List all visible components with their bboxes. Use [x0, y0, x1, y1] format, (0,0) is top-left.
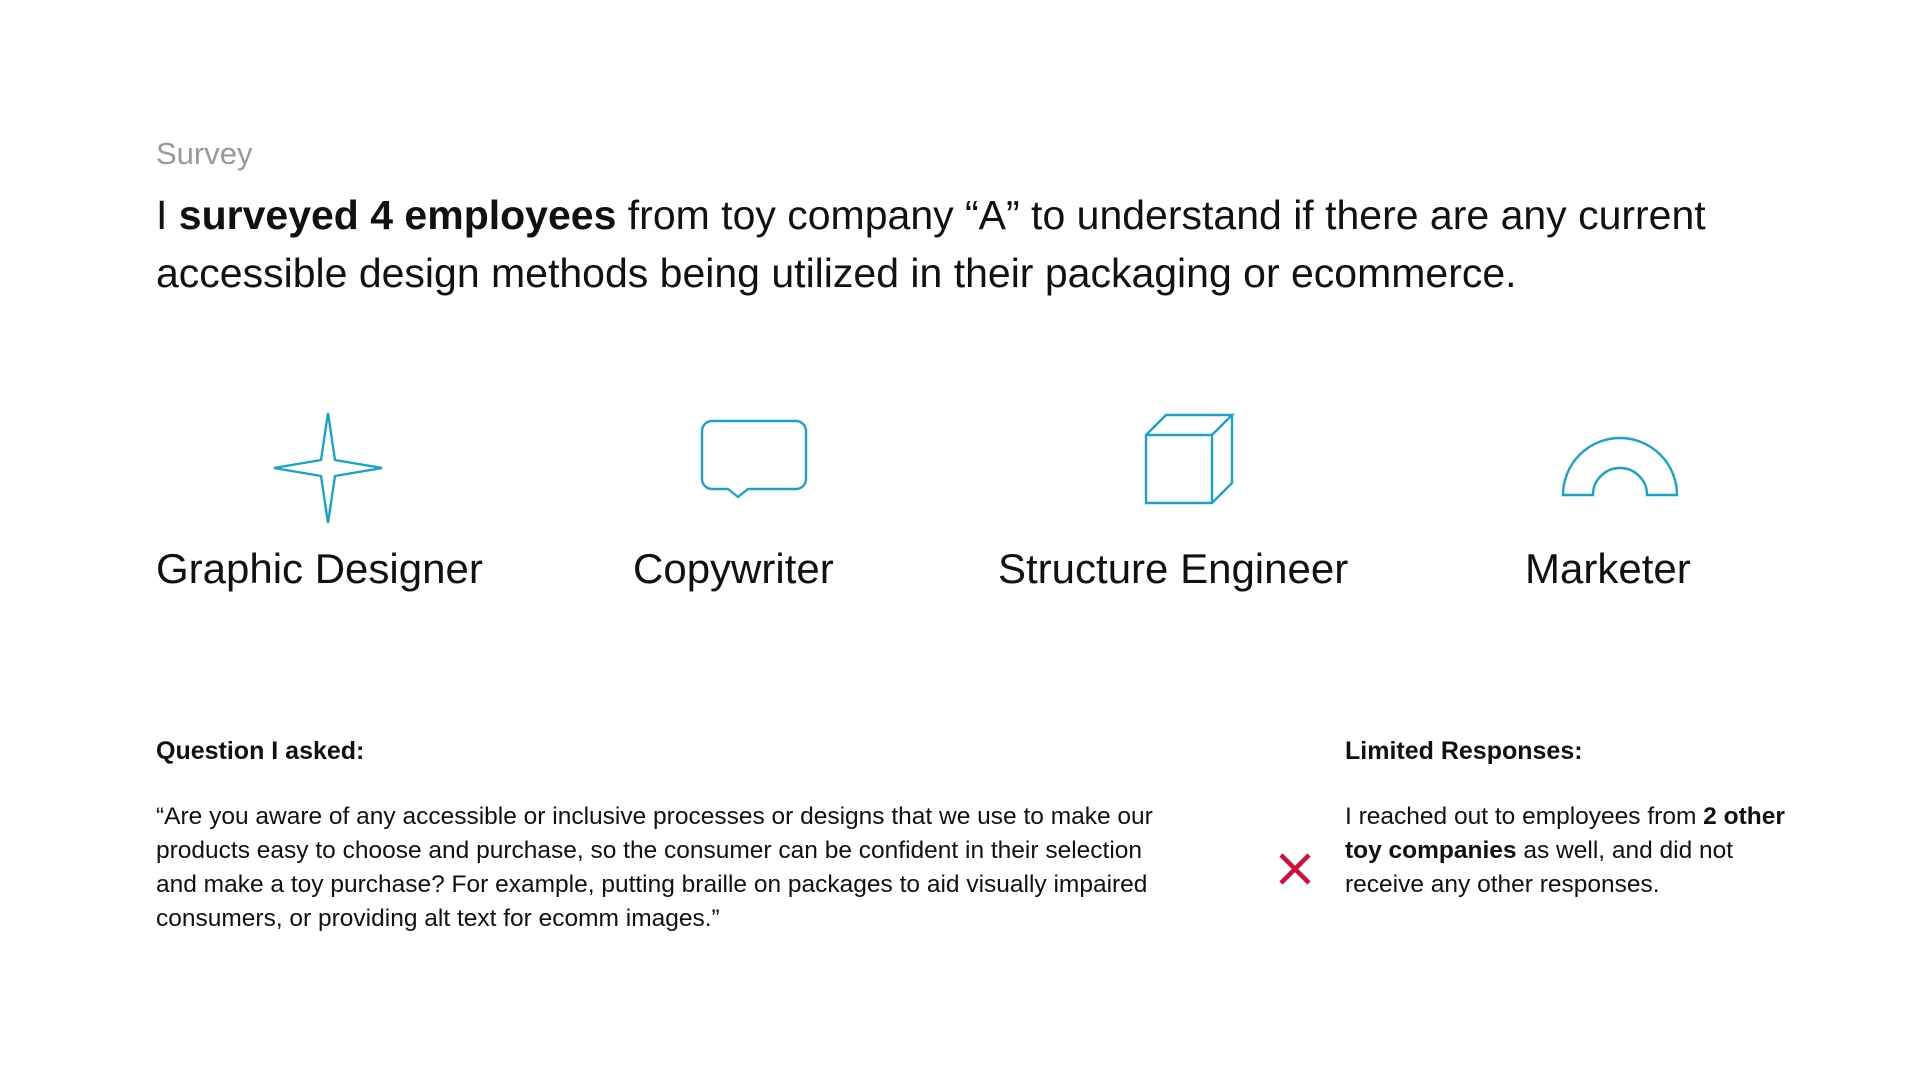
responses-rest: as well, and did not receive any other responses. — [1345, 837, 1734, 898]
headline-rest: from toy company “A” to understand if there are any current accessible design methods being utilized in their packaging or ecommerce. — [156, 192, 1706, 296]
role-graphic-designer: Graphic Designer — [156, 545, 483, 592]
responses-heading: Limited Responses: — [1345, 737, 1583, 765]
responses-emphasis: 2 other toy companies — [1345, 803, 1785, 864]
role-marketer: Marketer — [1525, 545, 1691, 592]
question-body: “Are you aware of any accessible or inclusive processes or designs that we use to make our products easy to choose and purchase, so the consumer can be confident in their selection and make a toy purchase? For example, putting braille on packages to aid visually impaired consumers, or providing alt text for ecomm images.” — [156, 803, 1153, 932]
section-eyebrow: Survey — [156, 136, 253, 171]
page-headline — [156, 186, 1816, 302]
half-ring-icon — [1561, 434, 1679, 498]
question-heading: Question I asked: — [156, 737, 365, 765]
role-copywriter: Copywriter — [633, 545, 834, 592]
question-block — [156, 737, 1156, 936]
responses-block — [1345, 737, 1785, 902]
headline-intro: I — [156, 192, 179, 238]
x-mark-icon — [1278, 852, 1312, 886]
four-point-star-icon — [272, 411, 384, 525]
headline-emphasis: surveyed 4 employees — [178, 192, 617, 238]
roles-row — [0, 405, 1920, 605]
responses-body — [1345, 800, 1785, 902]
responses-intro: I reached out to employees from — [1345, 803, 1704, 830]
role-structure-engineer: Structure Engineer — [998, 545, 1349, 592]
cube-icon — [1144, 413, 1236, 505]
speech-bubble-icon — [700, 419, 808, 501]
